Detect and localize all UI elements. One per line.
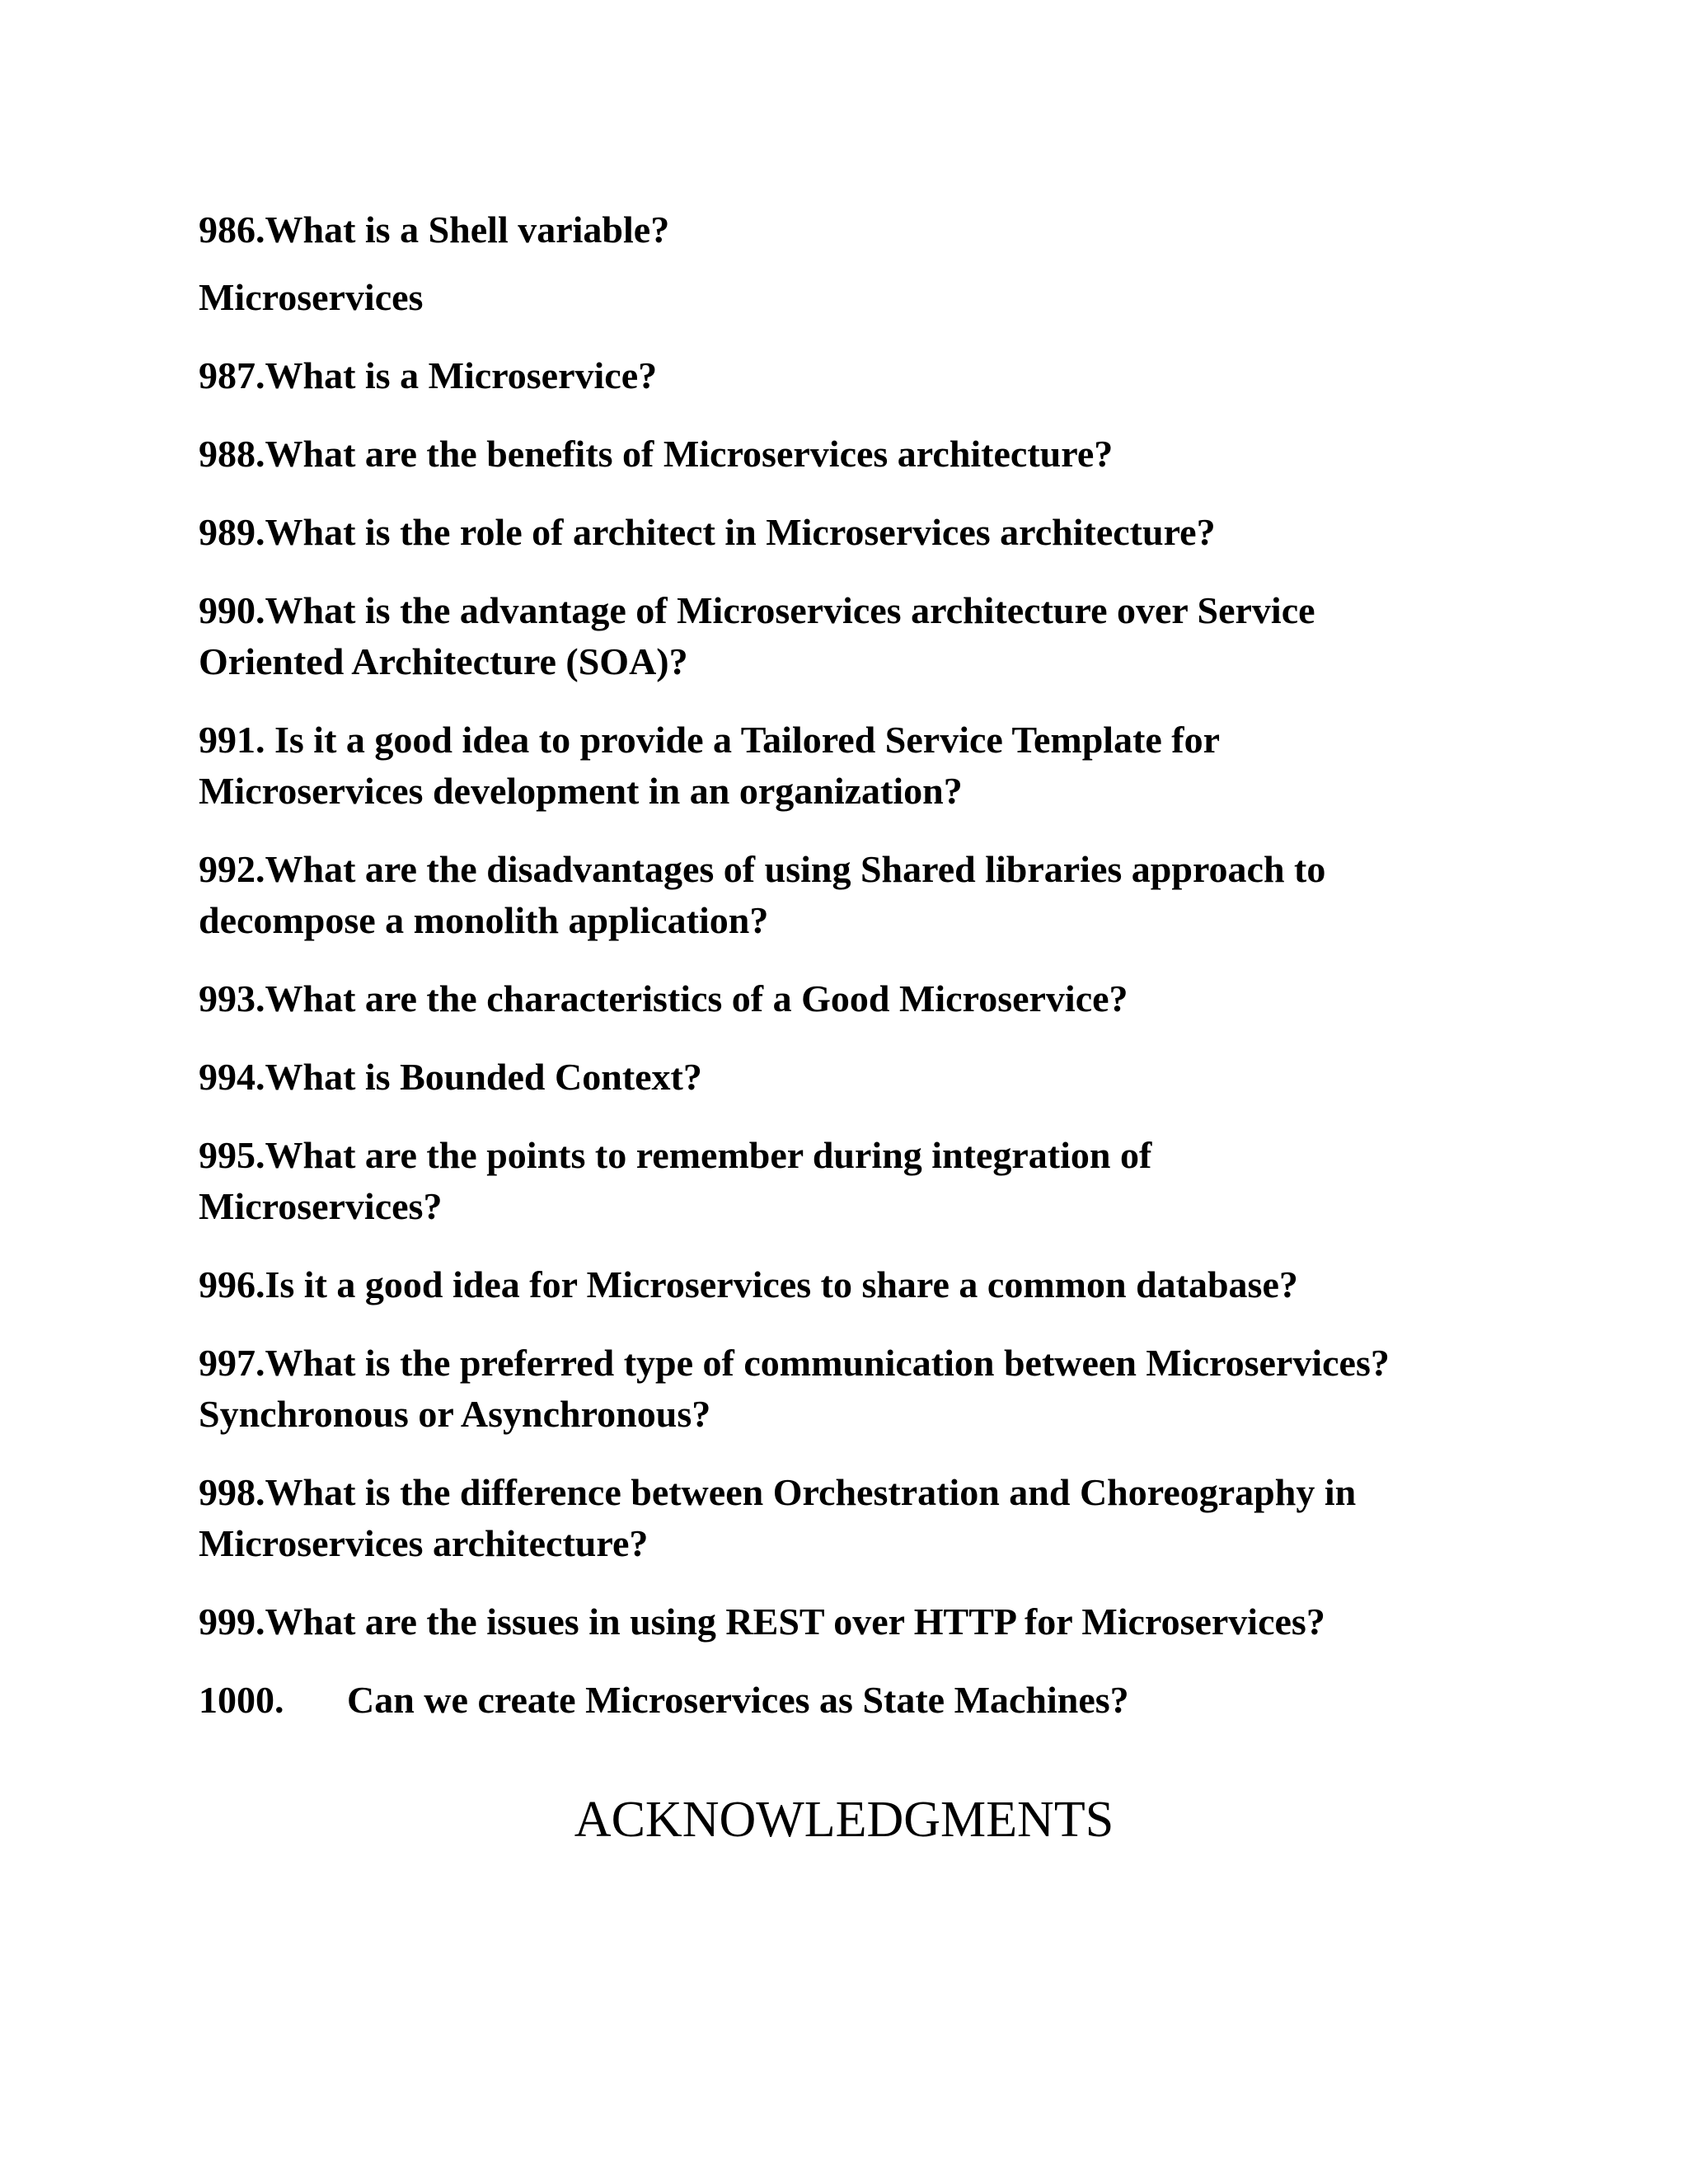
question-996: 996.Is it a good idea for Microservices to share a common database? xyxy=(199,1263,1298,1305)
question-992 xyxy=(199,844,1509,946)
question-1000 xyxy=(199,1675,1509,1726)
question-987: 987.What is a Microservice? xyxy=(199,354,658,396)
question-998 xyxy=(199,1467,1509,1569)
question-995-line-1: 995.What are the points to remember during integration of xyxy=(199,1134,1152,1176)
question-998-line-1: 998.What is the difference between Orchestration and Choreography in xyxy=(199,1471,1357,1513)
question-992-line-1: 992.What are the disadvantages of using Shared libraries approach to xyxy=(199,848,1326,890)
question-988: 988.What are the benefits of Microservices architecture? xyxy=(199,433,1114,475)
section-heading-microservices: Microservices xyxy=(199,276,424,318)
acknowledgments-heading: ACKNOWLEDGMENTS xyxy=(574,1792,1114,1848)
question-991-line-2: Microservices development in an organization? xyxy=(199,770,963,812)
question-999: 999.What are the issues in using REST over HTTP for Microservices? xyxy=(199,1601,1325,1643)
question-1000-text: Can we create Microservices as State Machines? xyxy=(347,1679,1129,1721)
question-998-line-2: Microservices architecture? xyxy=(199,1522,649,1564)
question-990-line-1: 990.What is the advantage of Microservices architecture over Service xyxy=(199,589,1315,631)
question-997-line-2: Synchronous or Asynchronous? xyxy=(199,1393,711,1435)
question-991 xyxy=(199,715,1509,817)
question-list xyxy=(199,204,1509,1726)
question-990 xyxy=(199,585,1509,687)
question-995 xyxy=(199,1130,1509,1232)
question-994: 994.What is Bounded Context? xyxy=(199,1056,702,1098)
question-989: 989.What is the role of architect in Microservices architecture? xyxy=(199,511,1216,553)
question-991-line-1: 991. Is it a good idea to provide a Tailored Service Template for xyxy=(199,719,1221,761)
question-997-line-1: 997.What is the preferred type of communication between Microservices? xyxy=(199,1342,1390,1384)
question-1000-number: 1000. xyxy=(199,1679,284,1721)
question-995-line-2: Microservices? xyxy=(199,1185,443,1227)
question-986: 986.What is a Shell variable? xyxy=(199,209,670,251)
question-997 xyxy=(199,1338,1509,1440)
question-990-line-2: Oriented Architecture (SOA)? xyxy=(199,640,688,682)
question-993: 993.What are the characteristics of a Good Microservice? xyxy=(199,977,1128,1019)
question-992-line-2: decompose a monolith application? xyxy=(199,899,769,941)
